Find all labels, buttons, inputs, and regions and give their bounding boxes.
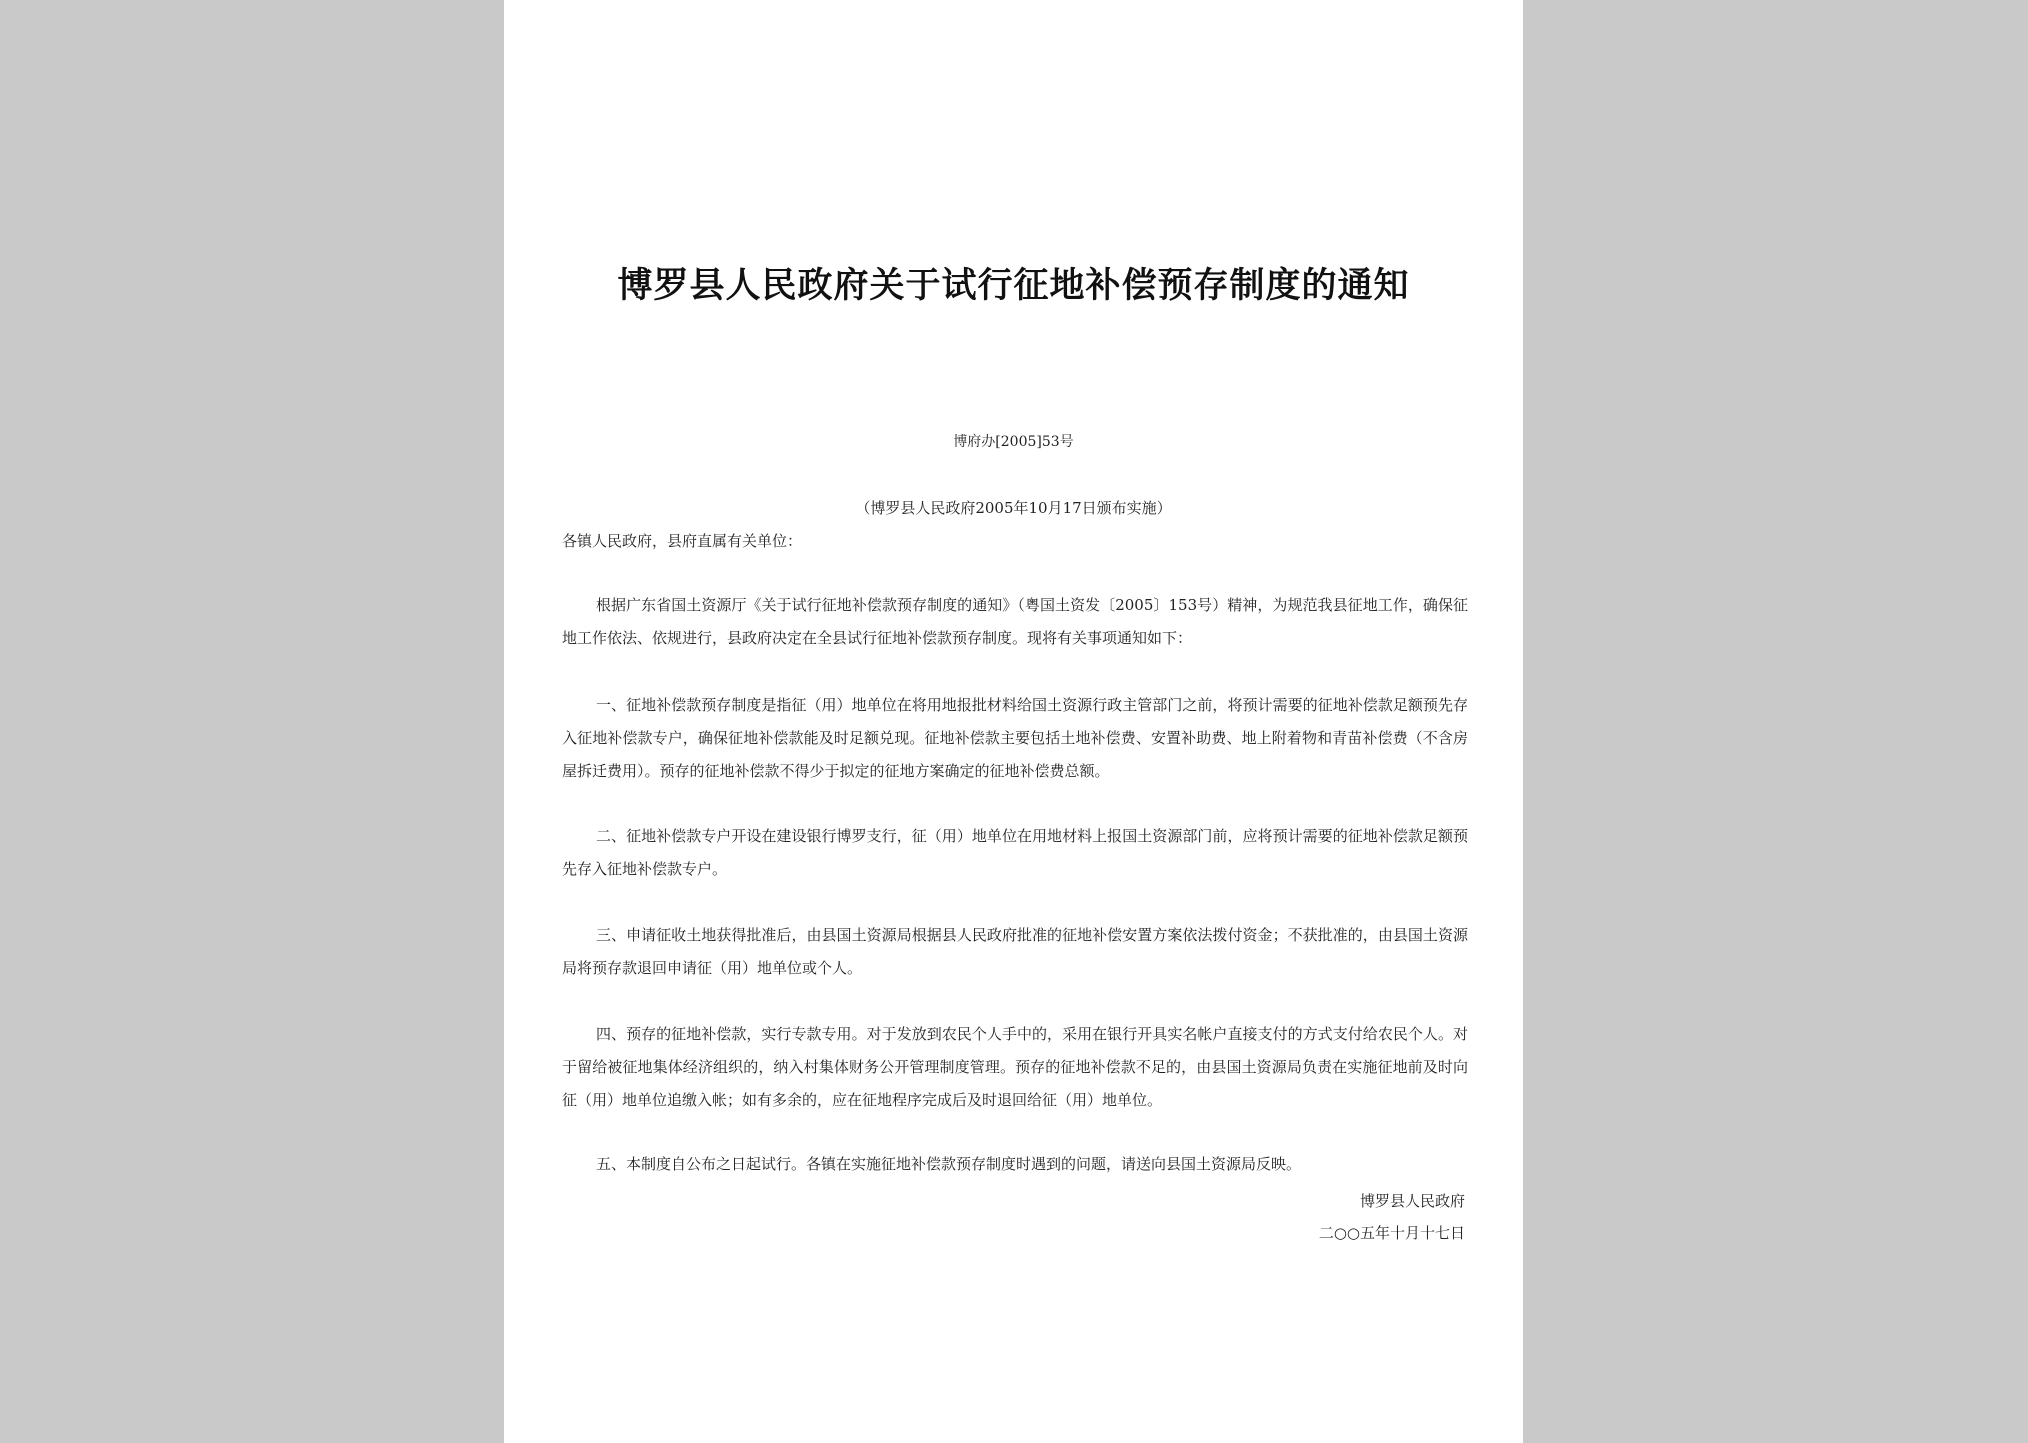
- signature-organization: 博罗县人民政府: [1359, 1192, 1465, 1210]
- signature-date: 二○○五年十月十七日: [1318, 1224, 1465, 1242]
- document-number: 博府办[2005]53号: [953, 434, 1074, 450]
- document-page: [504, 0, 1523, 1443]
- paragraph-item-1: 一、征地补偿款预存制度是指征（用）地单位在将用地报批材料给国土资源行政主管部门之前，将预计需要的征地补偿款足额预先存入征地补偿款专户，确保征地补偿款能及时足额兑现。征地补偿款主要包括土地补偿费、安置补助费、地上附着物和青苗补偿费（不含房屋拆迁费用）。预存的征地补偿款不得少于拟定的征地方案确定的征地补偿费总额。: [562, 696, 1468, 780]
- paragraph-item-2: 二、征地补偿款专户开设在建设银行博罗支行，征（用）地单位在用地材料上报国土资源部门前，应将预计需要的征地补偿款足额预先存入征地补偿款专户。: [562, 827, 1468, 878]
- paragraph-item-3: 三、申请征收土地获得批准后，由县国土资源局根据县人民政府批准的征地补偿安置方案依法拨付资金；不获批准的，由县国土资源局将预存款退回申请征（用）地单位或个人。: [562, 926, 1468, 977]
- issue-note: （博罗县人民政府2005年10月17日颁布实施）: [855, 499, 1172, 517]
- paragraph-intro: 根据广东省国土资源厅《关于试行征地补偿款预存制度的通知》（粤国土资发〔2005〕153号）精神，为规范我县征地工作，确保征地工作依法、依规进行，县政府决定在全县试行征地补偿款预存制度。现将有关事项通知如下：: [562, 596, 1468, 647]
- paragraph-item-4: 四、预存的征地补偿款，实行专款专用。对于发放到农民个人手中的，采用在银行开具实名帐户直接支付的方式支付给农民个人。对于留给被征地集体经济组织的，纳入村集体财务公开管理制度管理。预存的征地补偿款不足的，由县国土资源局负责在实施征地前及时向征（用）地单位追缴入帐；如有多余的，应在征地程序完成后及时退回给征（用）地单位。: [562, 1025, 1468, 1109]
- document-title: 博罗县人民政府关于试行征地补偿预存制度的通知: [617, 265, 1410, 306]
- paragraph-item-5: 五、本制度自公布之日起试行。各镇在实施征地补偿款预存制度时遇到的问题，请送向县国土资源局反映。: [596, 1155, 1302, 1173]
- addressee: 各镇人民政府，县府直属有关单位：: [562, 532, 803, 550]
